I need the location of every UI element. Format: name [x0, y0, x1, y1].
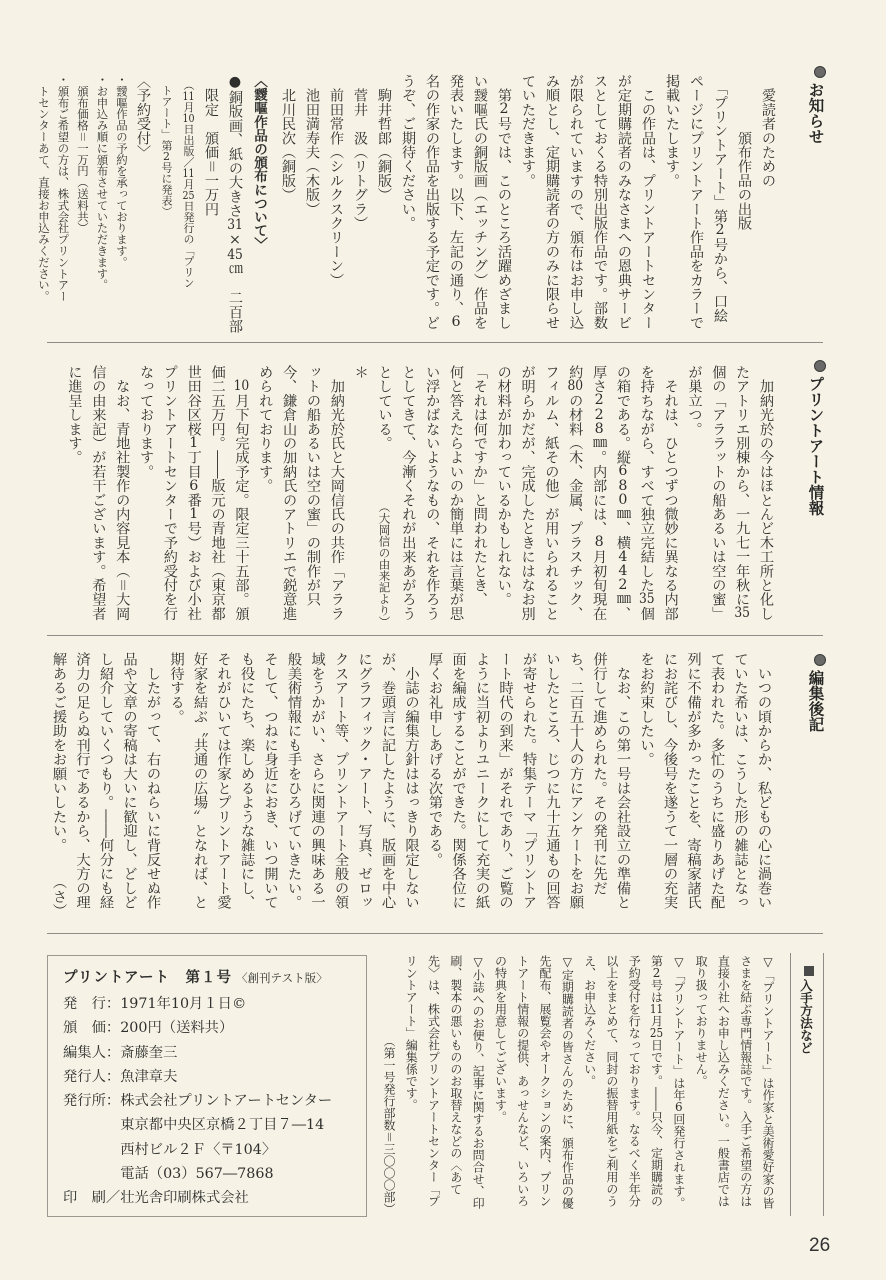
- how-to-get-line: さまを結ぶ専門情報誌です。入手ご希望の方は: [738, 955, 753, 1207]
- printart-info-section: [62, 365, 777, 627]
- notice-text-line: この作品は、プリントアートセンター: [640, 74, 656, 330]
- info-text-line: 加納光於氏と大岡信氏の共作「アララ: [328, 365, 345, 621]
- colophon-value: 電話（03）567―7868: [120, 1166, 274, 1183]
- editorial-text-line: 厚くお礼申しあげる次第である。: [427, 652, 443, 867]
- bullet-icon: [814, 654, 826, 666]
- editorial-last-line: [47, 652, 71, 918]
- info-text-line: としてきて、今漸くそれが出来あがろう: [400, 365, 417, 621]
- colophon-address-line: [63, 1138, 366, 1162]
- info-quote-end-line: [372, 365, 396, 627]
- editorial-text-line: にお詫びし、今後号を遂うて一層の充実: [662, 652, 678, 910]
- editorial-text-line: が寄せられた。特集テーマ「プリントア: [521, 652, 537, 910]
- info-text-line: フィルム、紙その他）が用いられること: [543, 365, 560, 621]
- info-text-line: たアトリエ別棟から、一九七一年秋に35: [734, 365, 751, 621]
- how-to-get-line: 予約受付を行なっております。なるべく半年分: [627, 955, 642, 1207]
- colophon-label: 発行人: [63, 1068, 106, 1085]
- notice-text-line: スとしておくる特別出版作品です。部数: [592, 74, 608, 330]
- info-text-line: 加納光於の今はほとんど木工所と化し: [758, 365, 774, 621]
- editorial-section: [47, 652, 776, 918]
- notice-text-line: 「プリントアート」第2号から、口絵: [712, 74, 728, 323]
- editorial-text-line: そして、つねに身近におき、いつ開いて: [262, 652, 279, 910]
- editorial-text-line: 面を編成することができた。関係各位に: [450, 652, 467, 910]
- how-to-get-line: トアート情報の提供、あっせんなど、いろいろ: [515, 955, 530, 1207]
- info-text-line: められております。: [257, 365, 274, 493]
- editorial-text-line: ように当初よりユニークにして充実の紙: [474, 652, 490, 910]
- editorial-text-line: それがひいては作家とプリントアート愛: [215, 652, 232, 910]
- section-divider: [47, 933, 823, 934]
- how-to-get-line: 取り扱っておりません。: [694, 955, 709, 1087]
- reservation-line: ・お申込み順に頒布させていただきます。: [95, 74, 110, 291]
- editorial-text-line: ち、二百五十人の方にアンケートをお願: [568, 652, 584, 910]
- info-text-line: に進呈します。: [66, 365, 83, 465]
- info-text-line: としている。: [376, 365, 393, 451]
- editorial-text-line: 小誌の編集方針ははっきり限定しない: [403, 652, 420, 910]
- how-to-get-heading: [798, 966, 815, 1054]
- editorial-text-line: し紹介していくつもり。――何分にも経: [98, 652, 114, 910]
- how-to-get-heading-text: 入手方法など: [798, 979, 814, 1054]
- colophon-row-price: [63, 1016, 366, 1040]
- asterisk-separator: ＊: [352, 365, 369, 380]
- reservation-line: ・頒布ご希望の方は、株式会社プリントアー: [56, 74, 71, 302]
- info-text-line: 厚さ228㎜。内部には、8月初旬現在: [591, 365, 608, 621]
- artist-list-item: 前田常作（シルクスクリーン）: [328, 74, 344, 287]
- info-text-line: 約80の材料（木、金属、プラスチック、: [567, 365, 584, 621]
- notice-text-line: ていただきます。: [520, 74, 536, 188]
- editorial-text-line: 併行して進められた。その発刊に先だ: [591, 652, 608, 896]
- colophon-sep: ／: [105, 1190, 121, 1207]
- editorial-text-line: て表われた。多忙のうちに盛りあげた配: [709, 652, 725, 910]
- print-run-note: （第一号発行部数＝三〇〇〇部）: [381, 1034, 396, 1215]
- editorial-text-line: ていた希いは、こうした形の雑誌となっ: [732, 652, 749, 910]
- how-to-get-line: ▽定期購読者の皆さんのために、頒布作品の優: [560, 955, 575, 1209]
- editorial-text-line: 域をうかがい、さらに関連の興味ある一: [309, 652, 326, 910]
- notice-text-line: うぞ、ご期待ください。: [400, 74, 416, 231]
- distribution-line: ●銅版画、紙の大きさ31×45㎝ 二百部: [227, 74, 243, 334]
- artist-list-item: 駒井哲郎（銅版）: [376, 74, 392, 202]
- editorial-text-line: 解あるご援助をお願いしたい。: [51, 652, 67, 853]
- info-text-line: 価二五万円。――版元の青地社（東京都: [209, 365, 226, 621]
- editorial-text-line: も役にたち、楽しめるような雑誌にし、: [239, 652, 255, 910]
- square-bullet-icon: [804, 966, 814, 976]
- colophon-label: 頒 価: [63, 1020, 106, 1037]
- notice-text-line: 第2号では、このところ活躍めざまし: [496, 74, 512, 330]
- editorial-text-line: 期待する。: [168, 652, 185, 724]
- colophon-label: 発 行: [63, 996, 106, 1012]
- editorial-text-line: 品や文章の寄稿は大いに歓迎し、どしど: [121, 652, 138, 910]
- notice-text-line: が限られていますので、頒布はお申し込: [568, 74, 584, 330]
- colophon-row-publisher: [63, 1065, 366, 1089]
- how-to-get-line: ▽「プリントアート」は年6回発行されます。: [671, 955, 686, 1209]
- editorial-text-line: をお約束したい。: [638, 652, 655, 767]
- how-to-get-line: え、お申込みください。: [582, 955, 597, 1087]
- how-to-get-section: [378, 955, 779, 1215]
- colophon-value: 魚津章夫: [120, 1068, 178, 1085]
- reservation-line: 頒布価格＝一万円（送料共）: [76, 74, 90, 234]
- info-text-line: なっております。: [138, 365, 155, 479]
- colophon-value: 1971年10月１日©: [120, 996, 247, 1012]
- notice-text-line: ページにプリントアート作品をカラーで: [688, 74, 704, 330]
- colophon-edition: 〈創刊テスト版〉: [236, 971, 328, 985]
- colophon-box: [47, 955, 367, 1217]
- colophon-label: 印 刷: [63, 1190, 106, 1207]
- how-to-get-line: 直接小社へお申し込みください。一般書店では: [716, 955, 731, 1207]
- reservation-line: トセンターあて、直接お申込みください。: [37, 74, 51, 302]
- section-divider: [47, 635, 823, 636]
- notice-heading: [806, 66, 827, 144]
- editorial-heading-text: 編集後記: [806, 670, 825, 732]
- printart-info-heading-text: プリントアート情報: [806, 376, 825, 516]
- editorial-text-line: にグラフィック・アート、写真、ゼロッ: [356, 652, 373, 910]
- notice-text-line: み順とし、定期購読者の方のみに限らせ: [544, 74, 560, 330]
- info-text-line: の材料が加わっているかもしれない。: [495, 365, 512, 607]
- how-to-get-line: ▽小誌へのお便り、記事に関するお問合せ、印: [471, 955, 486, 1209]
- how-to-get-line: ▽「プリントアート」は作家と美術愛好家の皆: [761, 955, 775, 1209]
- info-text-line: 「それは何ですか」と問われたとき、: [471, 365, 488, 607]
- bullet-icon: [814, 360, 826, 372]
- editorial-text-line: 済力の足らぬ刊行であるから、大方の理: [74, 652, 91, 910]
- colophon-sep: ：: [105, 1093, 121, 1110]
- colophon-row-publishing-office: [63, 1089, 366, 1113]
- distribution-line: 限定 頒価＝一万円: [203, 74, 219, 216]
- editorial-text-line: 好家を結ぶ〝共通の広場〟となれば、と: [192, 652, 208, 910]
- info-text-line: なお、青地社製作の内容見本（＝大岡: [114, 365, 131, 621]
- how-to-get-line: 先〉は、株式会社プリントアートセンター「プ: [426, 955, 441, 1207]
- how-to-get-line: 第2号は11月25日です。――只今、定期購読の: [649, 955, 664, 1207]
- info-text-line: が明らかだが、完成したときにはなお別: [519, 365, 536, 621]
- colophon-title: [63, 965, 366, 992]
- how-to-get-line: の特典を用意してございます。: [493, 955, 508, 1123]
- artist-list-item: 北川民次（銅版）: [280, 74, 296, 202]
- editor-signature: （さ）: [51, 875, 67, 918]
- colophon-sep: ：: [105, 1068, 121, 1085]
- heading-frame-line: [790, 953, 791, 1216]
- colophon-title-main: プリントアート 第１号: [63, 970, 233, 986]
- how-to-get-line: 先配布、展覧会やオークションの案内、プリン: [538, 955, 553, 1207]
- colophon-label: 編集人: [63, 1044, 106, 1061]
- editorial-text-line: 列に不備が多かったことを、寄稿家諸氏: [685, 652, 702, 910]
- editorial-heading: [806, 654, 827, 732]
- how-to-get-line: 刷、製本の悪いもののお取替えなどの〈あて: [448, 955, 463, 1195]
- artist-list-item: 菅井 汲（リトグラ）: [352, 74, 368, 231]
- editorial-text-line: が、巻頭言に記したように、版画を中心: [380, 652, 396, 910]
- editorial-text-line: クスアート等、プリントアート全般の領: [333, 652, 349, 910]
- reservation-line: ・靉嘔作品の予約を承っております。: [115, 74, 129, 268]
- quote-citation: （大岡信の由来記より）: [377, 500, 392, 627]
- distribution-note: トアート」第2号に発表）: [160, 74, 173, 217]
- printart-info-heading: [806, 360, 827, 516]
- notice-heading-text: お知らせ: [806, 82, 825, 144]
- how-to-get-line: リントアート」編集係です。: [404, 955, 419, 1111]
- colophon-row-printer: [63, 1186, 366, 1210]
- colophon-row-issued: [63, 992, 366, 1016]
- info-text-line: 世田谷区桜1丁目6番1号）および小社: [185, 365, 202, 621]
- bullet-icon: [814, 66, 826, 78]
- info-text-line: い浮かばないようなもの、それを作ろう: [424, 365, 441, 621]
- info-text-line: の箱である。縦680㎜、横442㎜、: [614, 365, 631, 621]
- editorial-text-line: いしたところ、じつに九十五通もの回答: [544, 652, 561, 910]
- editorial-text-line: ート時代の到来」がそれであり、ご覧の: [497, 652, 514, 910]
- notice-text-line: が定期購読者のみなさまへの恩典サービ: [616, 74, 632, 330]
- page-number: 26: [809, 1235, 831, 1256]
- editorial-text-line: したがって、右のねらいに背反せぬ作: [145, 652, 161, 910]
- info-text-line: それは、ひとつずつ微妙に異なる内部: [662, 365, 679, 621]
- editorial-text-line: いつの頃からか、私どもの心に渦巻い: [756, 652, 772, 910]
- heading-frame-line: [823, 953, 824, 1216]
- artist-list-item: 池田満寿夫（木版）: [304, 74, 320, 216]
- how-to-get-line: 以上をまとめて、同封の振替用紙をご利用のう: [604, 955, 619, 1207]
- colophon-row-editor: [63, 1041, 366, 1065]
- info-text-line: 何と答えたらよいのか簡単には言葉が思: [448, 365, 465, 621]
- notice-text-line: 名の作家の作品を出版する予定です。ど: [424, 74, 440, 330]
- notice-subtitle: 愛読者のための: [760, 74, 776, 188]
- notice-text-line: 掲載いたします。: [664, 74, 680, 188]
- reservation-heading: 〈予約受付〉: [135, 74, 151, 160]
- colophon-value: 斎藤奎三: [120, 1044, 178, 1061]
- distribution-note: （11月10日出版／11月25日発行の「プリン: [182, 74, 195, 289]
- editorial-text-line: 般美術情報にも手をひろげていきたい。: [286, 652, 302, 910]
- colophon-sep: ：: [105, 1020, 121, 1037]
- info-text-line: 個の「アララットの船あるいは空の蜜」: [710, 365, 727, 621]
- info-text-line: プリントアートセンターで予約受付を行: [161, 365, 178, 621]
- colophon-sep: ：: [105, 996, 121, 1012]
- info-text-line: 今、鎌倉山の加納氏のアトリエで鋭意進: [281, 365, 298, 621]
- info-text-line: 信の由来記）が若干ございます。希望者: [90, 365, 107, 621]
- colophon-value: 西村ビル２Ｆ〈〒104〉: [120, 1141, 277, 1158]
- notice-subtitle: 頒布作品の出版: [736, 74, 752, 231]
- distribution-heading: 〈靉嘔作品の頒布について〉: [251, 74, 267, 251]
- notice-text-line: 発表いたします。以下、左記の通り、6: [448, 74, 464, 330]
- info-text-line: ットの船あるいは空の蜜」の制作が只: [304, 365, 321, 607]
- colophon-address-line: [63, 1113, 366, 1137]
- colophon-value: 株式会社プリントアートセンター: [120, 1093, 333, 1110]
- notice-text-line: い靉嘔氏の銅版画（エッチング）作品を: [472, 74, 488, 330]
- section-divider: [47, 342, 823, 343]
- info-text-line: が巣立つ。: [686, 365, 703, 436]
- colophon-value: 東京都中央区京橋２丁目７―14: [120, 1117, 325, 1134]
- notice-section: [34, 74, 781, 336]
- colophon-label: 発行所: [63, 1093, 106, 1110]
- colophon-phone-line: [63, 1162, 366, 1186]
- colophon-value: 壮光舎印刷株式会社: [120, 1190, 249, 1207]
- colophon-value: 200円（送料共）: [120, 1020, 234, 1037]
- editorial-text-line: なお、この第一号は会社設立の準備と: [615, 652, 631, 910]
- colophon-sep: ：: [105, 1044, 121, 1061]
- info-text-line: を持ちながら、すべて独立完結した35個: [638, 365, 655, 621]
- info-text-line: 10月下旬完成予定。限定三十五部。頒: [233, 379, 250, 621]
